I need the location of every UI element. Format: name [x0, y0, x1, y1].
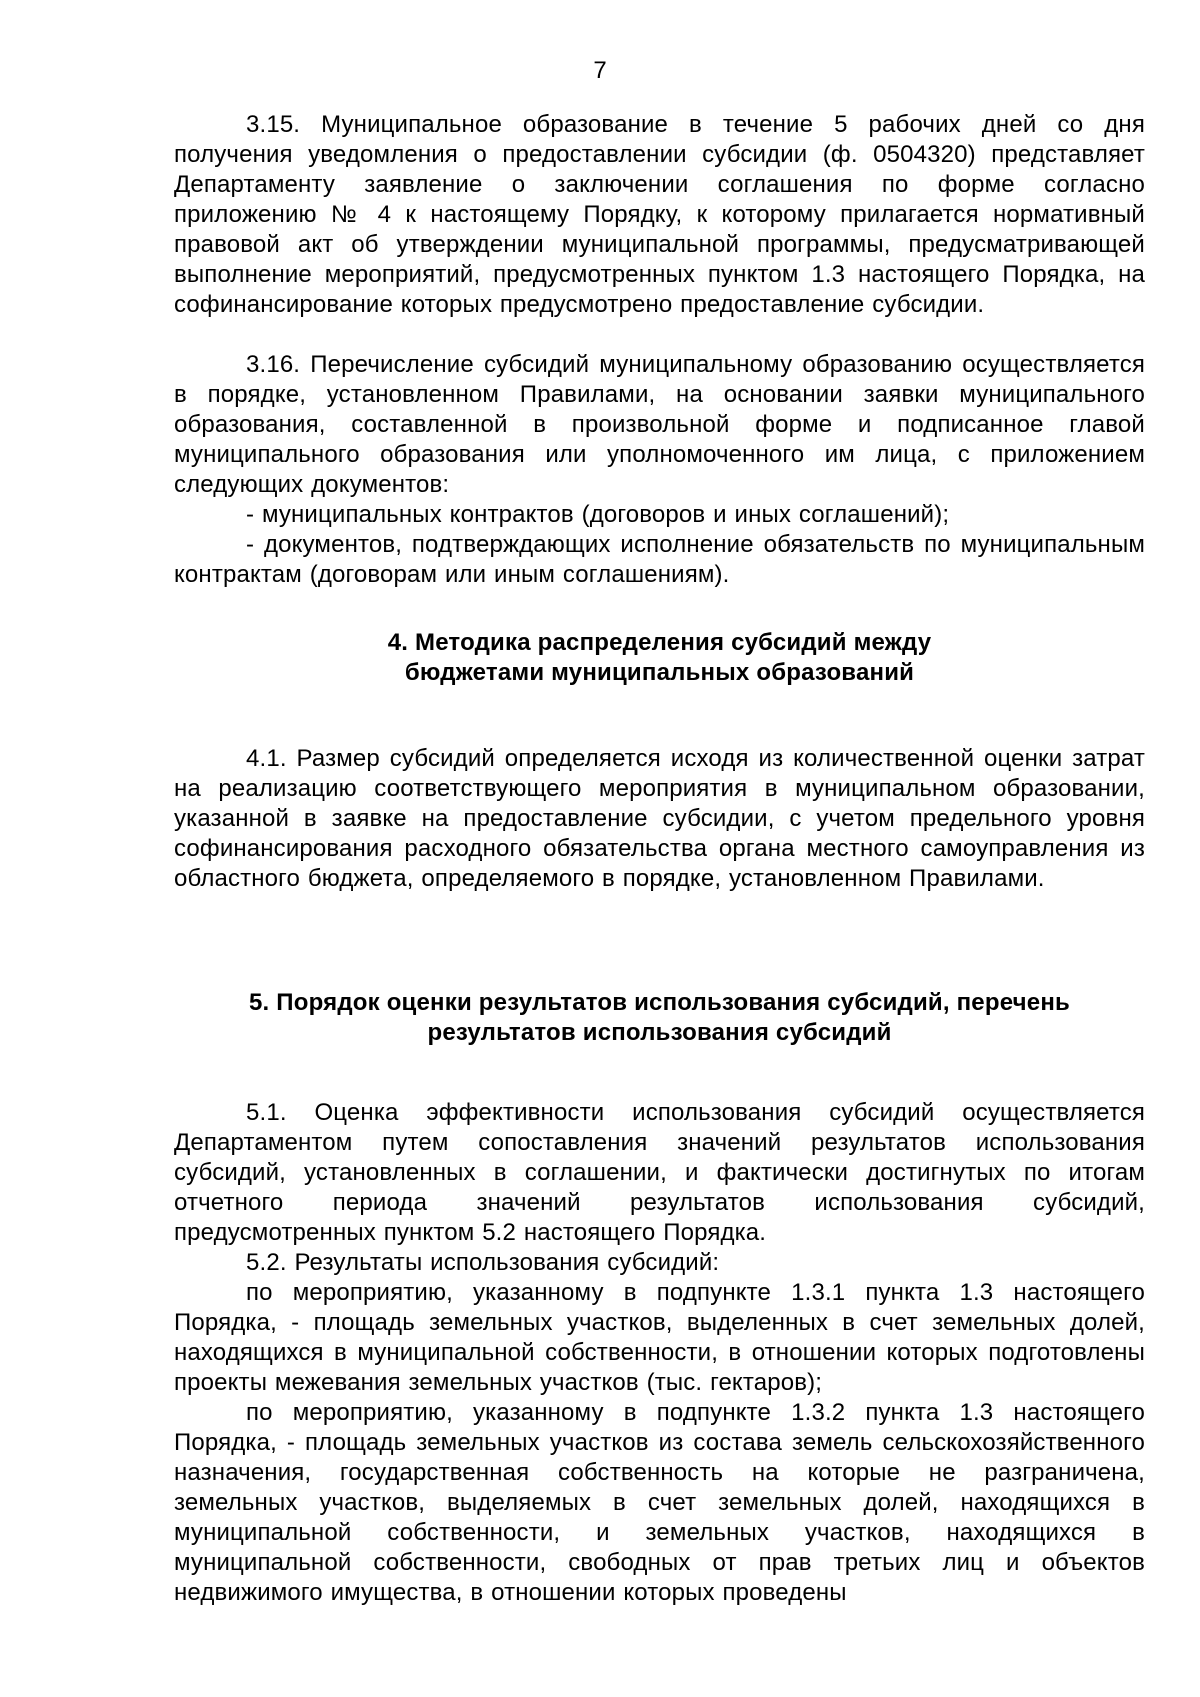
paragraph-5-2: 5.2. Результаты использования субсидий:	[246, 1249, 720, 1276]
paragraph-5-2-item-1: по мероприятию, указанному в подпункте 1.3.1 пункта 1.3 настоящего Порядка, - площадь земельных участков, выделенных в счет земельных долей, находящихся в муниципальной собственности, в отношении которых подготовлены проекты межевания земельных участков (тыс. гектаров);	[174, 1279, 1145, 1396]
section-5-heading: 5. Порядок оценки результатов использования субсидий, перечень результатов использования субсидий	[248, 989, 1071, 1046]
section-4-heading: 4. Методика распределения субсидий между бюджетами муниципальных образований	[387, 629, 932, 686]
paragraph-3-16-item-2: - документов, подтверждающих исполнение обязательств по муниципальным контрактам (договорам или иным соглашениям).	[174, 531, 1145, 588]
paragraph-3-16: 3.16. Перечисление субсидий муниципальному образованию осуществляется в порядке, установленном Правилами, на основании заявки муниципального образования, составленной в произвольной форме и подписанное главой муниципального образования или уполномоченного им лица, с приложением следующих документов:	[174, 351, 1145, 498]
paragraph-3-16-item-1: - муниципальных контрактов (договоров и иных соглашений);	[246, 501, 950, 528]
paragraph-3-15: 3.15. Муниципальное образование в течение 5 рабочих дней со дня получения уведомления о предоставлении субсидии (ф. 0504320) представляет Департаменту заявление о заключении соглашения по форме согласно приложению № 4 к настоящему Порядку, к которому прилагается нормативный правовой акт об утверждении муниципальной программы, предусматривающей выполнение мероприятий, предусмотренных пунктом 1.3 настоящего Порядка, на софинансирование которых предусмотрено предоставление субсидии.	[174, 111, 1145, 318]
page-number: 7	[593, 57, 607, 84]
paragraph-5-1: 5.1. Оценка эффективности использования субсидий осуществляется Департаментом путем сопоставления значений результатов использования субсидий, установленных в соглашении, и фактически достигнутых по итогам отчетного периода значений результатов использования субсидий, предусмотренных пунктом 5.2 настоящего Порядка.	[174, 1099, 1145, 1246]
paragraph-4-1: 4.1. Размер субсидий определяется исходя из количественной оценки затрат на реализацию соответствующего мероприятия в муниципальном образовании, указанной в заявке на предоставление субсидии, с учетом предельного уровня софинансирования расходного обязательства органа местного самоуправления из областного бюджета, определяемого в порядке, установленном Правилами.	[174, 745, 1145, 892]
paragraph-5-2-item-2: по мероприятию, указанному в подпункте 1.3.2 пункта 1.3 настоящего Порядка, - площадь земельных участков из состава земель сельскохозяйственного назначения, государственная собственность на которые не разграничена, земельных участков, выделяемых в счет земельных долей, находящихся в муниципальной собственности, и земельных участков, находящихся в муниципальной собственности, свободных от прав третьих лиц и объектов недвижимого имущества, в отношении которых проведены	[174, 1399, 1145, 1606]
